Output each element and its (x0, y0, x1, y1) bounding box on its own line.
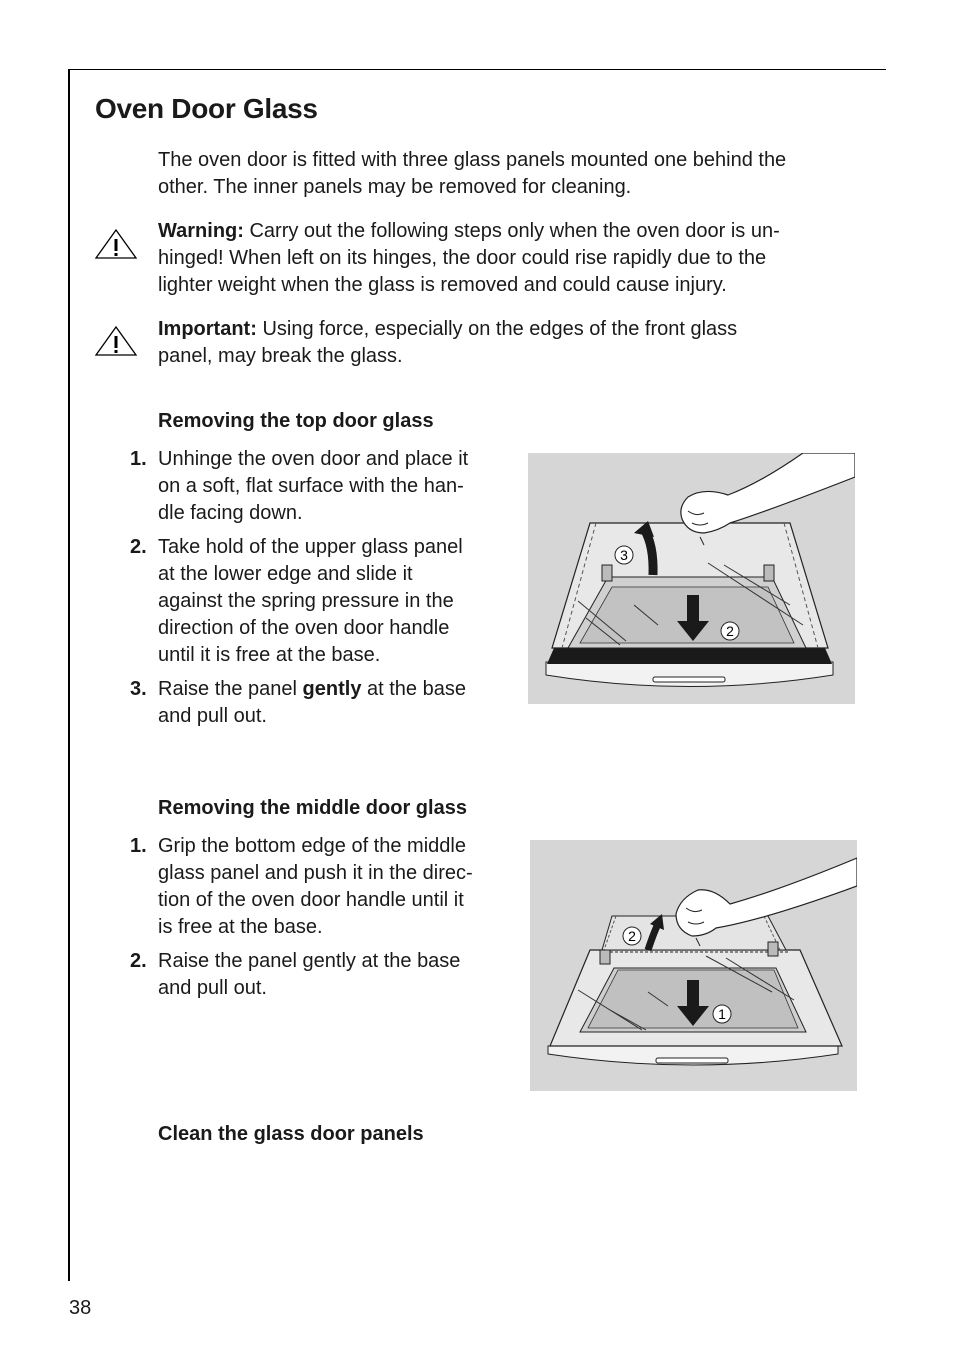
clean-heading: Clean the glass door panels (158, 1123, 424, 1145)
middle-glass-heading: Removing the middle door glass (158, 797, 467, 819)
top-glass-step-1: 1. Unhinge the oven door and place it on a soft, flat surface with the han- dle facing down. (130, 448, 469, 524)
top-glass-heading: Removing the top door glass (158, 410, 434, 432)
left-rule (68, 69, 70, 1281)
figure-label-3: 3 (620, 547, 628, 563)
figure-label-2: 2 (726, 623, 734, 639)
warning-paragraph: Warning: Carry out the following steps only when the oven door is un- hinged! When left on its hinges, the door could rise rapidly due to the lighter weight when the glass is removed and could cause injury. (158, 220, 780, 296)
top-glass-step-3: 3. Raise the panel gently at the base and pull out. (130, 678, 466, 727)
warning-triangle-icon (94, 228, 138, 260)
top-glass-illustration (528, 453, 855, 704)
middle-glass-step-1: 1. Grip the bottom edge of the middle glass panel and push it in the direc- tion of the oven door handle until it is free at the base. (130, 835, 473, 938)
top-rule (68, 69, 886, 70)
middle-glass-illustration (530, 840, 857, 1091)
top-glass-step-2: 2. Take hold of the upper glass panel at the lower edge and slide it against the spring pressure in the direction of the oven door handle until it is free at the base. (130, 536, 463, 666)
page-title: Oven Door Glass (95, 93, 318, 124)
middle-glass-step-2: 2. Raise the panel gently at the base and pull out. (130, 950, 461, 999)
figure-label-2b: 2 (628, 928, 636, 944)
page-number: 38 (69, 1297, 92, 1319)
figure-label-1: 1 (718, 1006, 726, 1022)
intro-paragraph: The oven door is fitted with three glass panels mounted one behind the other. The inner panels may be removed for cleaning. (158, 149, 787, 198)
important-paragraph: Important: Using force, especially on the edges of the front glass panel, may break the glass. (158, 318, 738, 367)
important-triangle-icon (94, 325, 138, 357)
